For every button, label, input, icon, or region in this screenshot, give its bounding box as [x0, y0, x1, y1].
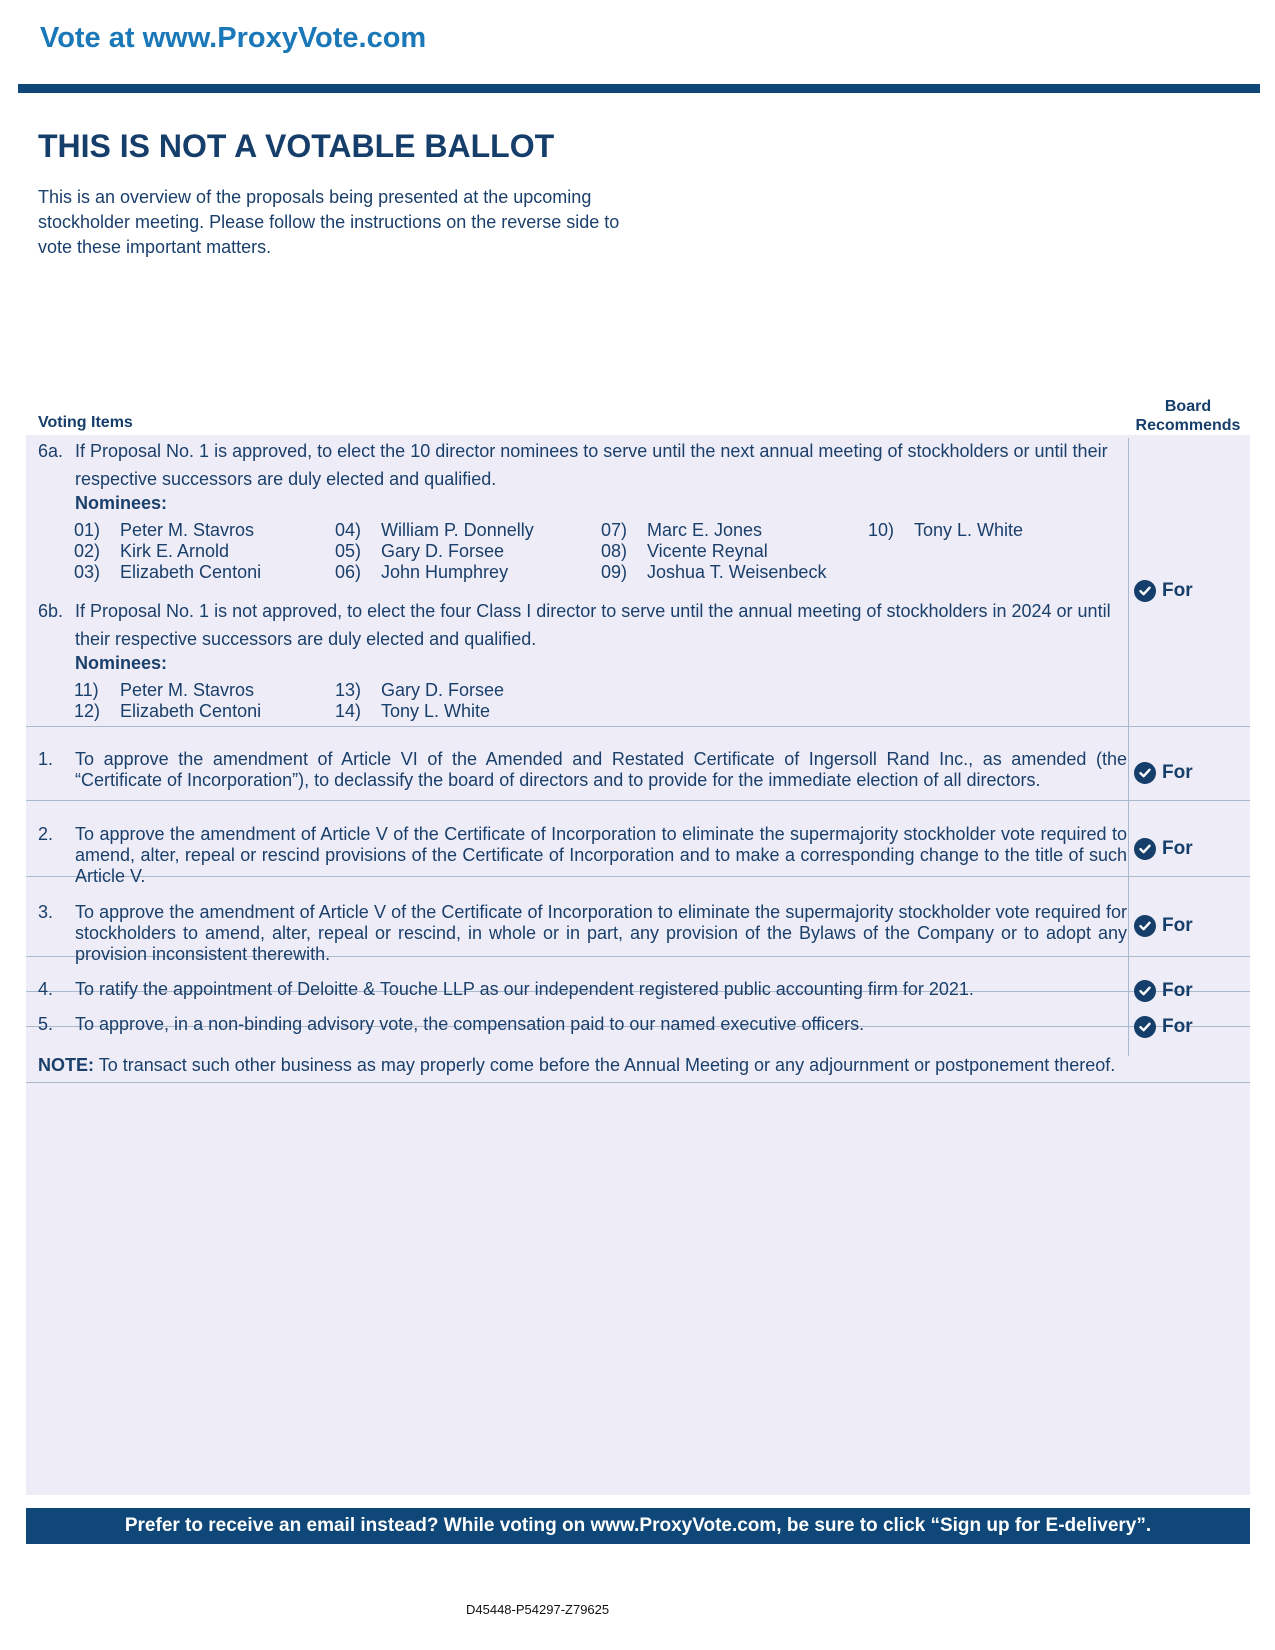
item-6a	[38, 437, 1118, 587]
recommendation-3	[1134, 915, 1193, 937]
recommendation-label: For	[1162, 838, 1193, 859]
check-circle-icon	[1134, 838, 1156, 860]
nominee: 09) Joshua T. Weisenbeck	[601, 562, 827, 582]
note-text: To transact such other business as may properly come before the Annual Meeting or any adjournment or postponement thereof.	[98, 1055, 1116, 1075]
board-header-line1: Board	[1164, 398, 1212, 415]
board-header-line2: Recommends	[1135, 417, 1241, 434]
nominee: 07) Marc E. Jones	[601, 520, 763, 540]
recommendation-5	[1134, 1016, 1193, 1038]
item-number: 6a.	[38, 441, 64, 461]
check-circle-icon	[1134, 1016, 1156, 1038]
check-circle-icon	[1134, 580, 1156, 602]
header-title: Vote at www.ProxyVote.com	[40, 22, 427, 54]
recommendation-label: For	[1162, 580, 1193, 601]
nominee: 01) Peter M. Stavros	[74, 520, 255, 540]
nominee: 04) William P. Donnelly	[335, 520, 534, 540]
item-text: If Proposal No. 1 is approved, to elect the 10 director nominees to serve until the next annual meeting of stockholders or until their respective successors are duly elected and qualified.	[75, 441, 1108, 489]
recommendation-label: For	[1162, 915, 1193, 936]
nominees-label: Nominees:	[75, 493, 168, 513]
item-text: To approve the amendment of Article V of the Certificate of Incorporation to eliminate the supermajority stockholder vote required for stockholders to amend, alter, repeal or rescind, in whole or in part, any provision of the Bylaws of the Company or to adopt any provision inconsistent therewith.	[75, 902, 1127, 964]
note	[38, 1055, 1118, 1076]
recommendation-6	[1134, 580, 1193, 602]
recommendation-1	[1134, 762, 1193, 784]
item-number: 4.	[38, 979, 54, 999]
nominee: 08) Vicente Reynal	[601, 541, 768, 561]
nominee: 13) Gary D. Forsee	[335, 680, 505, 700]
item-text: To ratify the appointment of Deloitte & Touche LLP as our independent registered public accounting firm for 2021.	[75, 979, 974, 999]
item-text: To approve, in a non-binding advisory vote, the compensation paid to our named executive officers.	[75, 1014, 865, 1034]
row-divider	[26, 1082, 1250, 1083]
intro-text: This is an overview of the proposals being presented at the upcoming stockholder meeting. Please follow the instructions on the reverse side to vote these important matters.	[38, 187, 620, 257]
ballot-panel	[26, 435, 1250, 1495]
nominees-label: Nominees:	[75, 653, 168, 673]
nominee: 06) John Humphrey	[335, 562, 509, 582]
item-number: 2.	[38, 824, 54, 844]
voting-items-header: Voting Items	[38, 414, 133, 431]
item-text: To approve the amendment of Article VI of the Amended and Restated Certificate of Ingersoll Rand Inc., as amended (the “Certificate of Incorporation”), to declassify the board of directors and to provide for the immediate election of all directors.	[75, 749, 1127, 790]
recommendation-label: For	[1162, 980, 1193, 1001]
e-delivery-banner: Prefer to receive an email instead? While voting on www.ProxyVote.com, be sure to click “Sign up for E-delivery”.	[26, 1508, 1250, 1544]
nominee: 10) Tony L. White	[868, 520, 1024, 540]
recommendation-2	[1134, 838, 1193, 860]
item-number: 6b.	[38, 601, 64, 621]
nominee-column	[335, 520, 534, 583]
recommendation-label: For	[1162, 762, 1193, 783]
recommendation-4	[1134, 980, 1193, 1002]
nominee: 05) Gary D. Forsee	[335, 541, 505, 561]
item-6b	[38, 597, 1118, 727]
check-circle-icon	[1134, 980, 1156, 1002]
nominee-column	[601, 520, 826, 583]
nominee: 02) Kirk E. Arnold	[74, 541, 230, 561]
nominee: 03) Elizabeth Centoni	[74, 562, 262, 582]
row-divider	[26, 800, 1250, 801]
nominee: 12) Elizabeth Centoni	[74, 701, 262, 721]
item-text: To approve the amendment of Article V of the Certificate of Incorporation to eliminate the supermajority stockholder vote required to amend, alter, repeal or rescind provisions of the Certificate of Incorporation and to make a corresponding change to the title of such Article V.	[75, 824, 1127, 886]
nominee: 11) Peter M. Stavros	[74, 680, 255, 700]
item-number: 3.	[38, 902, 54, 922]
column-divider	[1128, 438, 1129, 1056]
footer-code: D45448-P54297-Z79625	[466, 1602, 610, 1617]
note-label: NOTE:	[38, 1055, 94, 1075]
nominee-column	[74, 680, 261, 722]
nominee-column	[335, 680, 504, 722]
header-rule	[18, 84, 1260, 93]
check-circle-icon	[1134, 915, 1156, 937]
check-circle-icon	[1134, 762, 1156, 784]
page-title: THIS IS NOT A VOTABLE BALLOT	[38, 128, 555, 164]
board-recommends-header	[1128, 397, 1248, 435]
nominee: 14) Tony L. White	[335, 701, 491, 721]
recommendation-label: For	[1162, 1016, 1193, 1037]
item-number: 5.	[38, 1014, 54, 1034]
nominee-column	[74, 520, 261, 583]
item-number: 1.	[38, 749, 54, 769]
nominee-column	[868, 520, 1023, 541]
item-text: If Proposal No. 1 is not approved, to elect the four Class I director to serve until the annual meeting of stockholders in 2024 or until their respective successors are duly elected and qualified.	[75, 601, 1111, 649]
